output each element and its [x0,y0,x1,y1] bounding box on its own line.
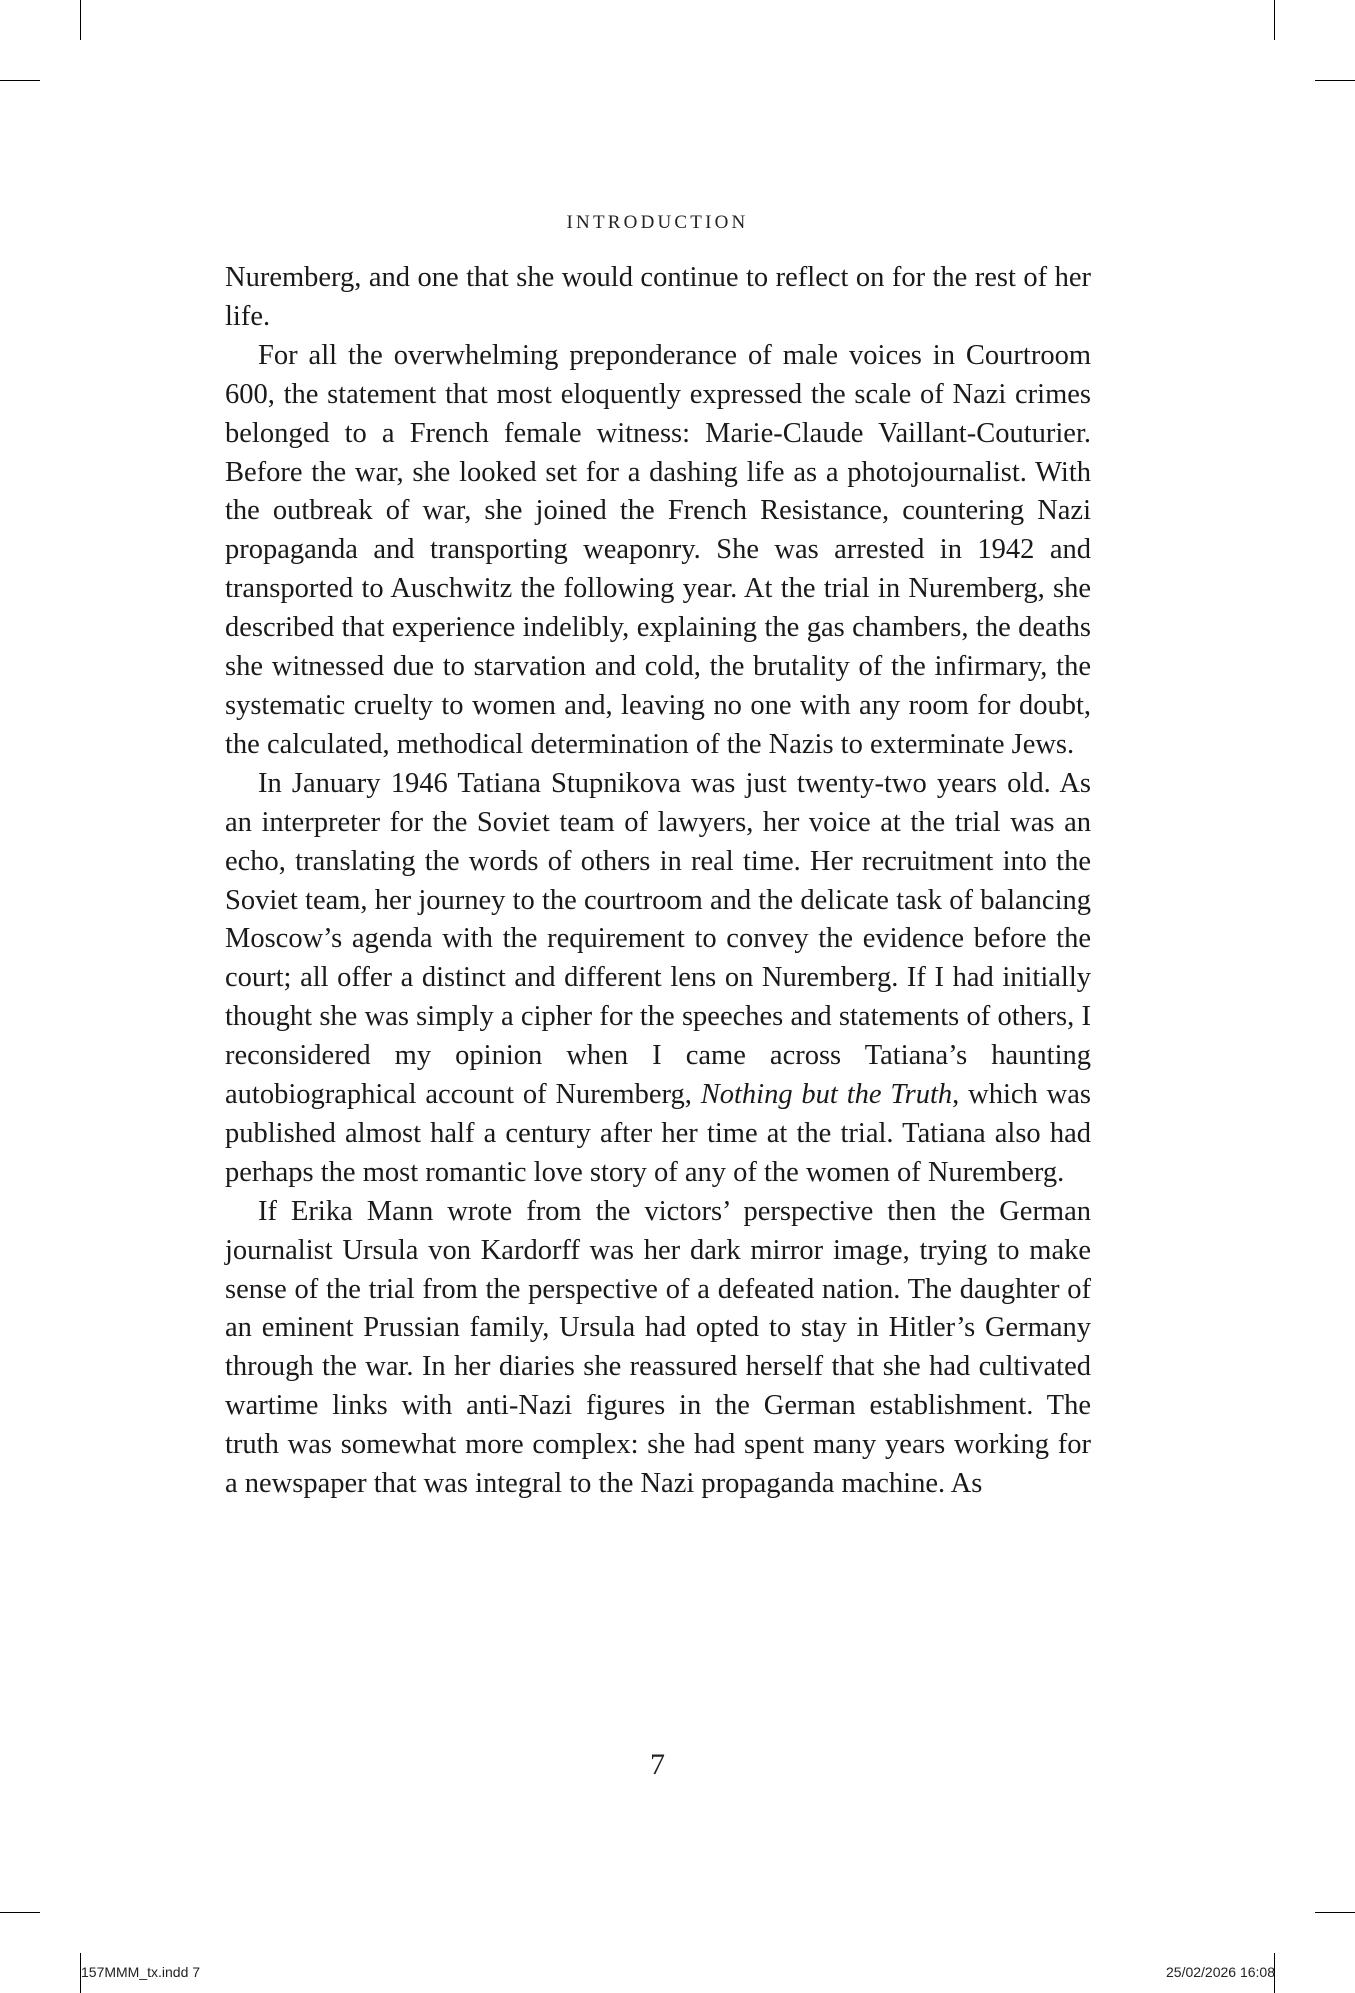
crop-mark-top-right-vertical [1274,0,1275,40]
paragraph-4: If Erika Mann wrote from the victors’ perspective then the German journalist Ursula von Kardorff was her dark mirror image, trying to make sense of the trial from the perspective of a defeated nation. The daughter of an eminent Prussian family, Ursula had opted to stay in Hitler’s Germany through the war. In her diaries she reassured herself that she had cultivated wartime links with anti-Nazi figures in the German establishment. The truth was somewhat more complex: she had spent many years working for a newspaper that was integral to the Nazi propaganda machine. As [225,1195,1091,1500]
paragraph-3-text-before: In January 1946 Tatiana Stupnikova was just twenty-two years old. As an interpreter for the Soviet team of lawyers, her voice at the trial was an echo, translating the words of others in real time. Her recruitment into the Soviet team, her journey to the courtroom and the delicate task of balancing Moscow’s agenda with the requirement to convey the evidence before the court; all offer a distinct and different lens on Nuremberg. If I had initially thought she was simply a cipher for the speeches and statements of others, I reconsidered my opinion when I came across Tatiana’s haunting autobiographical account of Nuremberg, [225,767,1091,1111]
crop-mark-bottom-left-horizontal [0,1912,40,1913]
paragraph-3-text-after: , which was published almost half a century after her time at the trial. Tatiana also had perhaps the most romantic love story of any of the women of Nuremberg. [225,1079,1091,1188]
crop-mark-bottom-right-horizontal [1315,1912,1355,1913]
paragraph-3 [225,765,1091,1193]
paragraph-2: For all the overwhelming preponderance of male voices in Courtroom 600, the statement that most eloquently expressed the scale of Nazi crimes belonged to a French female witness: Marie-Claude Vaillant-Couturier. Before the war, she looked set for a dashing life as a photojournalist. With the outbreak of war, she joined the French Resistance, countering Nazi propaganda and transporting weaponry. She was arrested in 1942 and transported to Auschwitz the following year. At the trial in Nuremberg, she described that experience indelibly, explaining the gas chambers, the deaths she witnessed due to starvation and cold, the brutality of the infirmary, the systematic cruelty to women and, leaving no one with any room for doubt, the calculated, methodical determination of the Nazis to exterminate Jews. [225,339,1091,760]
crop-mark-top-right-horizontal [1315,80,1355,81]
running-head: INTRODUCTION [566,212,749,233]
paragraph-1: Nuremberg, and one that she would continue to reflect on for the rest of her life. [225,262,1091,332]
body-text [225,259,1091,1504]
crop-mark-top-left-vertical [80,0,81,40]
slug-file-info: 157MMM_tx.indd 7 [81,1964,201,1980]
slug-timestamp: 25/02/2026 16:08 [1166,1964,1275,1980]
crop-mark-top-left-horizontal [0,80,40,81]
page-number: 7 [650,1748,665,1781]
book-title-italic: Nothing but the Truth [700,1079,953,1111]
